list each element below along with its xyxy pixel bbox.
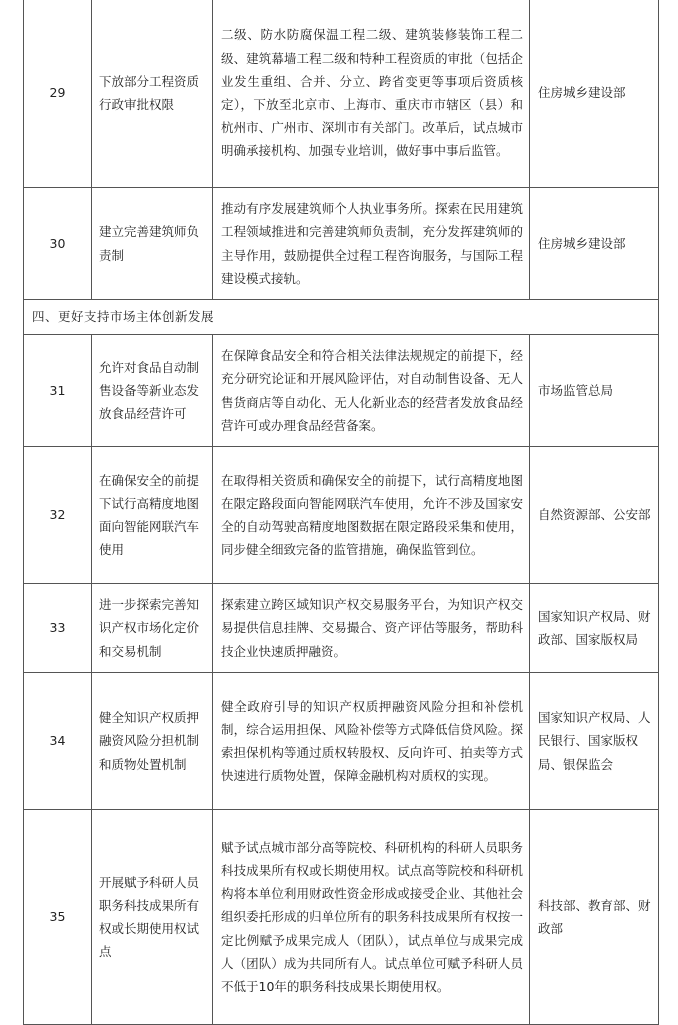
reform-description: 二级、防水防腐保温工程二级、建筑装修装饰工程二级、建筑幕墙工程二级和特种工程资质的审批（包括企业发生重组、合并、分立、跨省变更等事项后资质核定），下放至北京市、上海市、重庆市市辖区（县）和杭州市、广州市、深圳市有关部门。改革后，试点城市明确承接机构、加强专业培训，做好事中事后监管。	[213, 0, 530, 188]
responsible-department: 住房城乡建设部	[530, 0, 659, 188]
reform-description: 健全政府引导的知识产权质押融资风险分担和补偿机制，综合运用担保、风险补偿等方式降低信贷风险。探索担保机构等通过质权转股权、反向许可、拍卖等方式快速进行质物处置，保障金融机构对质权的实现。	[213, 673, 530, 810]
reform-description: 赋予试点城市部分高等院校、科研机构的科研人员职务科技成果所有权或长期使用权。试点高等院校和科研机构将本单位利用财政性资金形成或接受企业、其他社会组织委托形成的归单位所有的职务科技成果所有权按一定比例赋予成果完成人（团队），试点单位与成果完成人（团队）成为共同所有人。试点单位可赋予科研人员不低于10年的职务科技成果长期使用权。	[213, 810, 530, 1025]
responsible-department: 国家知识产权局、人民银行、国家版权局、银保监会	[530, 673, 659, 810]
responsible-department: 科技部、教育部、财政部	[530, 810, 659, 1025]
responsible-department: 市场监管总局	[530, 335, 659, 447]
reform-description: 探索建立跨区域知识产权交易服务平台，为知识产权交易提供信息挂牌、交易撮合、资产评估等服务，帮助科技企业快速质押融资。	[213, 584, 530, 673]
row-number: 29	[24, 0, 92, 188]
reform-description: 在保障食品安全和符合相关法律法规规定的前提下，经充分研究论证和开展风险评估，对自动制售设备、无人售货商店等自动化、无人化新业态的经营者发放食品经营许可或办理食品经营备案。	[213, 335, 530, 447]
responsible-department: 国家知识产权局、财政部、国家版权局	[530, 584, 659, 673]
reform-description: 在取得相关资质和确保安全的前提下，试行高精度地图在限定路段面向智能网联汽车使用，允许不涉及国家安全的自动驾驶高精度地图数据在限定路段采集和使用，同步健全细致完备的监管措施，确保监管到位。	[213, 447, 530, 584]
section-heading: 四、更好支持市场主体创新发展	[24, 300, 659, 335]
reform-item: 在确保安全的前提下试行高精度地图面向智能网联汽车使用	[92, 447, 213, 584]
table-row	[24, 0, 659, 188]
reform-description: 推动有序发展建筑师个人执业事务所。探索在民用建筑工程领域推进和完善建筑师负责制，充分发挥建筑师的主导作用，鼓励提供全过程工程咨询服务，与国际工程建设模式接轨。	[213, 188, 530, 300]
table-row	[24, 188, 659, 300]
reform-item: 进一步探索完善知识产权市场化定价和交易机制	[92, 584, 213, 673]
reform-item: 开展赋予科研人员职务科技成果所有权或长期使用权试点	[92, 810, 213, 1025]
row-number: 32	[24, 447, 92, 584]
row-number: 35	[24, 810, 92, 1025]
table-row	[24, 335, 659, 447]
reform-item: 健全知识产权质押融资风险分担机制和质物处置机制	[92, 673, 213, 810]
row-number: 30	[24, 188, 92, 300]
reform-item: 下放部分工程资质行政审批权限	[92, 0, 213, 188]
reform-item: 允许对食品自动制售设备等新业态发放食品经营许可	[92, 335, 213, 447]
section-row	[24, 300, 659, 335]
table-row	[24, 810, 659, 1025]
reform-item: 建立完善建筑师负责制	[92, 188, 213, 300]
table-row	[24, 584, 659, 673]
table-row	[24, 447, 659, 584]
responsible-department: 自然资源部、公安部	[530, 447, 659, 584]
row-number: 34	[24, 673, 92, 810]
policy-table	[23, 0, 659, 1025]
row-number: 33	[24, 584, 92, 673]
responsible-department: 住房城乡建设部	[530, 188, 659, 300]
table-row	[24, 673, 659, 810]
row-number: 31	[24, 335, 92, 447]
